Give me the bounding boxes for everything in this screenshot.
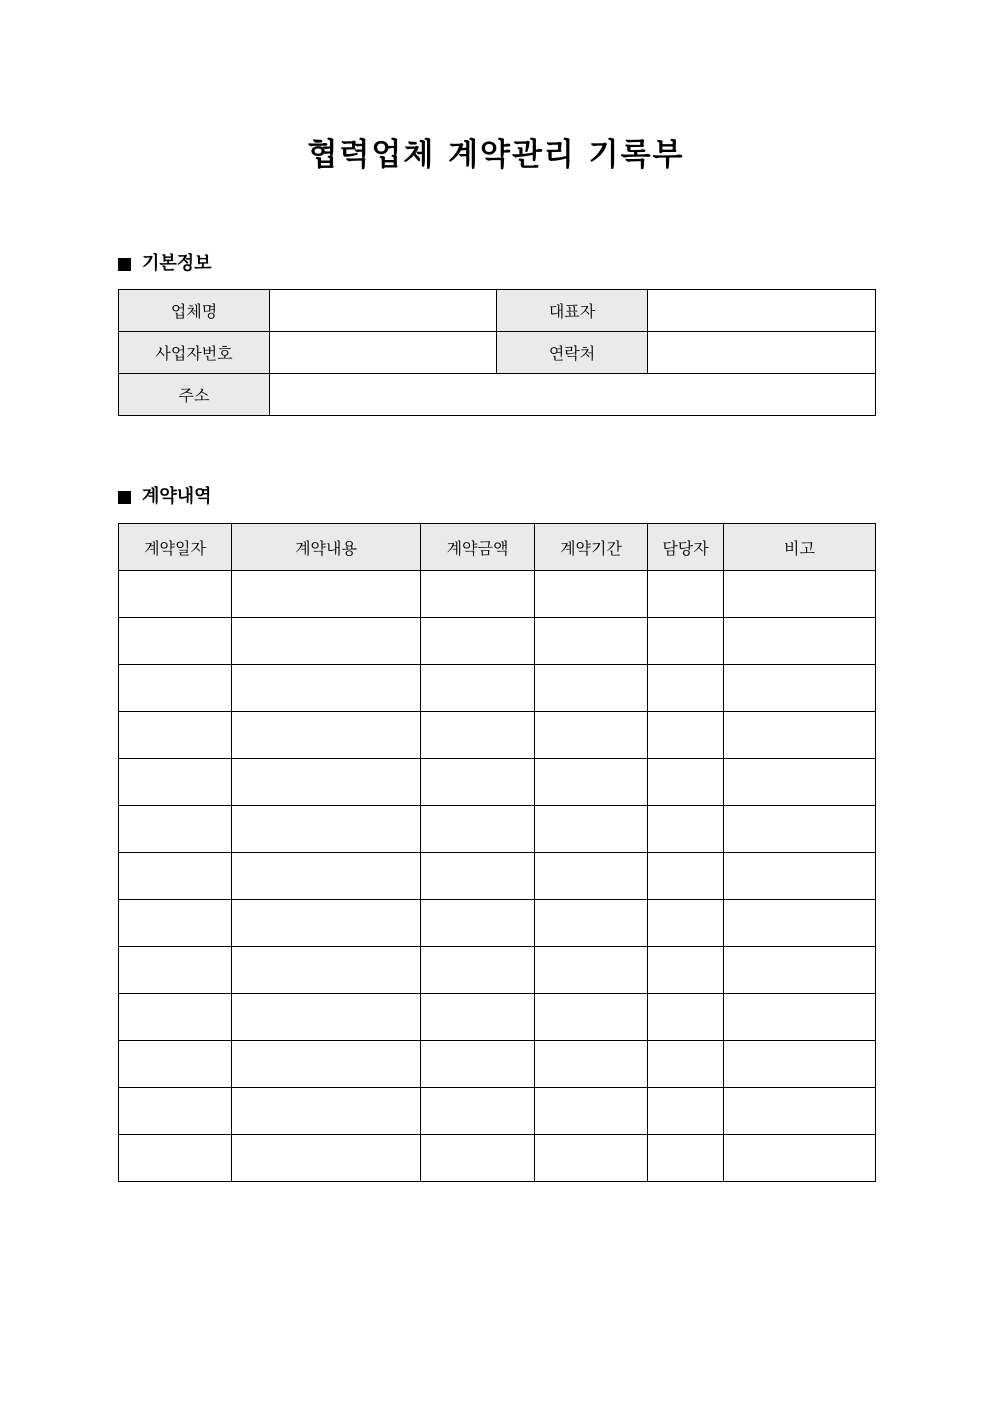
manager-cell[interactable] bbox=[648, 571, 724, 618]
contract-date-cell[interactable] bbox=[119, 947, 232, 994]
contracts-table bbox=[118, 523, 876, 1182]
business-number-field[interactable] bbox=[270, 332, 497, 374]
contract-date-cell[interactable] bbox=[119, 1135, 232, 1182]
table-row bbox=[119, 994, 876, 1041]
table-row bbox=[119, 290, 876, 332]
table-row bbox=[119, 1088, 876, 1135]
contract-content-cell[interactable] bbox=[232, 759, 421, 806]
contract-content-cell[interactable] bbox=[232, 994, 421, 1041]
business-number-label: 사업자번호 bbox=[119, 332, 270, 374]
contract-content-cell[interactable] bbox=[232, 1041, 421, 1088]
manager-cell[interactable] bbox=[648, 900, 724, 947]
contract-content-cell[interactable] bbox=[232, 618, 421, 665]
table-row bbox=[119, 712, 876, 759]
remarks-cell[interactable] bbox=[724, 947, 876, 994]
manager-cell[interactable] bbox=[648, 947, 724, 994]
contract-content-cell[interactable] bbox=[232, 1135, 421, 1182]
contract-date-cell[interactable] bbox=[119, 665, 232, 712]
contract-period-cell[interactable] bbox=[535, 759, 648, 806]
manager-cell[interactable] bbox=[648, 759, 724, 806]
remarks-cell[interactable] bbox=[724, 853, 876, 900]
basic-info-table bbox=[118, 289, 876, 416]
contract-content-cell[interactable] bbox=[232, 1088, 421, 1135]
remarks-cell[interactable] bbox=[724, 759, 876, 806]
remarks-cell[interactable] bbox=[724, 1041, 876, 1088]
square-bullet-icon bbox=[118, 491, 131, 504]
manager-cell[interactable] bbox=[648, 1135, 724, 1182]
contract-period-cell[interactable] bbox=[535, 1088, 648, 1135]
contract-period-cell[interactable] bbox=[535, 947, 648, 994]
contract-amount-cell[interactable] bbox=[421, 900, 535, 947]
table-row bbox=[119, 900, 876, 947]
contract-content-cell[interactable] bbox=[232, 712, 421, 759]
remarks-cell[interactable] bbox=[724, 900, 876, 947]
contract-period-cell[interactable] bbox=[535, 900, 648, 947]
contract-amount-cell[interactable] bbox=[421, 853, 535, 900]
contract-content-cell[interactable] bbox=[232, 571, 421, 618]
contract-date-cell[interactable] bbox=[119, 759, 232, 806]
contract-date-cell[interactable] bbox=[119, 994, 232, 1041]
contract-content-cell[interactable] bbox=[232, 853, 421, 900]
contract-amount-cell[interactable] bbox=[421, 806, 535, 853]
contract-period-cell[interactable] bbox=[535, 712, 648, 759]
contact-field[interactable] bbox=[648, 332, 876, 374]
table-row bbox=[119, 947, 876, 994]
contract-content-cell[interactable] bbox=[232, 900, 421, 947]
manager-cell[interactable] bbox=[648, 853, 724, 900]
contract-amount-cell[interactable] bbox=[421, 712, 535, 759]
document-title: 협력업체 계약관리 기록부 bbox=[307, 137, 685, 173]
contract-amount-cell[interactable] bbox=[421, 1041, 535, 1088]
contract-period-cell[interactable] bbox=[535, 618, 648, 665]
manager-cell[interactable] bbox=[648, 1041, 724, 1088]
contract-date-cell[interactable] bbox=[119, 853, 232, 900]
contract-period-cell[interactable] bbox=[535, 806, 648, 853]
remarks-cell[interactable] bbox=[724, 806, 876, 853]
contract-date-cell[interactable] bbox=[119, 618, 232, 665]
column-header-contract-content: 계약내용 bbox=[232, 524, 421, 571]
section-heading-label: 기본정보 bbox=[142, 253, 212, 274]
contract-period-cell[interactable] bbox=[535, 665, 648, 712]
contract-period-cell[interactable] bbox=[535, 1135, 648, 1182]
table-row bbox=[119, 853, 876, 900]
address-field[interactable] bbox=[270, 374, 876, 416]
contract-content-cell[interactable] bbox=[232, 665, 421, 712]
company-name-label: 업체명 bbox=[119, 290, 270, 332]
contract-date-cell[interactable] bbox=[119, 900, 232, 947]
remarks-cell[interactable] bbox=[724, 1135, 876, 1182]
manager-cell[interactable] bbox=[648, 994, 724, 1041]
address-label: 주소 bbox=[119, 374, 270, 416]
company-name-field[interactable] bbox=[270, 290, 497, 332]
table-row bbox=[119, 806, 876, 853]
contract-amount-cell[interactable] bbox=[421, 665, 535, 712]
contract-date-cell[interactable] bbox=[119, 571, 232, 618]
contract-amount-cell[interactable] bbox=[421, 759, 535, 806]
contract-amount-cell[interactable] bbox=[421, 994, 535, 1041]
remarks-cell[interactable] bbox=[724, 994, 876, 1041]
column-header-contract-amount: 계약금액 bbox=[421, 524, 535, 571]
table-row bbox=[119, 332, 876, 374]
contract-date-cell[interactable] bbox=[119, 712, 232, 759]
table-row bbox=[119, 1135, 876, 1182]
remarks-cell[interactable] bbox=[724, 571, 876, 618]
remarks-cell[interactable] bbox=[724, 665, 876, 712]
table-row bbox=[119, 571, 876, 618]
contract-amount-cell[interactable] bbox=[421, 618, 535, 665]
remarks-cell[interactable] bbox=[724, 618, 876, 665]
contract-amount-cell[interactable] bbox=[421, 1135, 535, 1182]
manager-cell[interactable] bbox=[648, 806, 724, 853]
table-row bbox=[119, 618, 876, 665]
table-row bbox=[119, 1041, 876, 1088]
table-header-row bbox=[119, 524, 876, 571]
contract-date-cell[interactable] bbox=[119, 1088, 232, 1135]
section-heading-basic-info bbox=[118, 252, 212, 276]
contract-period-cell[interactable] bbox=[535, 1041, 648, 1088]
manager-cell[interactable] bbox=[648, 1088, 724, 1135]
column-header-remarks: 비고 bbox=[724, 524, 876, 571]
remarks-cell[interactable] bbox=[724, 1088, 876, 1135]
contract-period-cell[interactable] bbox=[535, 994, 648, 1041]
square-bullet-icon bbox=[118, 258, 131, 271]
remarks-cell[interactable] bbox=[724, 712, 876, 759]
manager-cell[interactable] bbox=[648, 712, 724, 759]
column-header-manager: 담당자 bbox=[648, 524, 724, 571]
representative-field[interactable] bbox=[648, 290, 876, 332]
contract-period-cell[interactable] bbox=[535, 853, 648, 900]
manager-cell[interactable] bbox=[648, 665, 724, 712]
representative-label: 대표자 bbox=[497, 290, 648, 332]
manager-cell[interactable] bbox=[648, 618, 724, 665]
contract-content-cell[interactable] bbox=[232, 947, 421, 994]
table-row bbox=[119, 759, 876, 806]
column-header-contract-period: 계약기간 bbox=[535, 524, 648, 571]
table-row bbox=[119, 665, 876, 712]
contract-amount-cell[interactable] bbox=[421, 571, 535, 618]
contract-period-cell[interactable] bbox=[535, 571, 648, 618]
contract-date-cell[interactable] bbox=[119, 806, 232, 853]
section-heading-contracts bbox=[118, 485, 212, 509]
contract-date-cell[interactable] bbox=[119, 1041, 232, 1088]
section-heading-label: 계약내역 bbox=[142, 486, 212, 507]
contact-label: 연락처 bbox=[497, 332, 648, 374]
table-row bbox=[119, 374, 876, 416]
contract-content-cell[interactable] bbox=[232, 806, 421, 853]
column-header-contract-date: 계약일자 bbox=[119, 524, 232, 571]
contract-amount-cell[interactable] bbox=[421, 947, 535, 994]
contract-amount-cell[interactable] bbox=[421, 1088, 535, 1135]
